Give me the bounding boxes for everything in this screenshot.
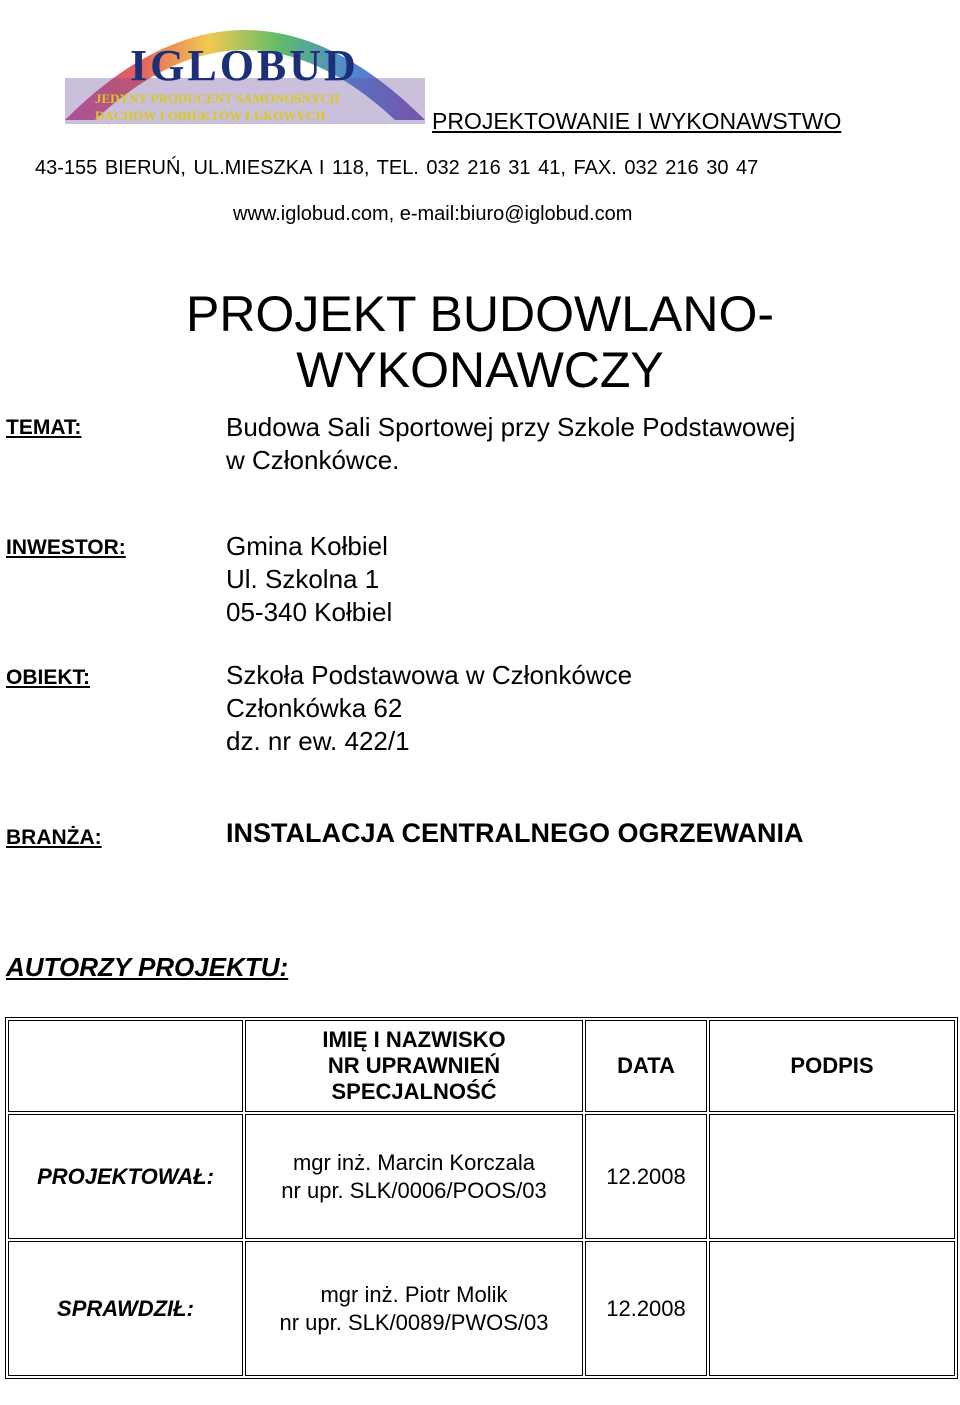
obiekt-label: OBIEKT: bbox=[6, 666, 90, 689]
header-date-cell: DATA bbox=[585, 1020, 707, 1112]
document-title-line-2: WYKONAWCZY bbox=[296, 342, 664, 398]
header-empty-cell bbox=[8, 1020, 243, 1112]
inwestor-line: Gmina Kołbiel bbox=[226, 531, 388, 561]
branza-value: INSTALACJA CENTRALNEGO OGRZEWANIA bbox=[226, 818, 804, 848]
date-cell: 12.2008 bbox=[585, 1241, 707, 1376]
logo-subtext-1: JEDYNY PRODUCENT SAMONOŚNYCH bbox=[95, 91, 340, 106]
person-cell bbox=[245, 1114, 583, 1239]
document-title bbox=[0, 286, 960, 398]
table-row bbox=[8, 1241, 955, 1376]
header-signature-cell: PODPIS bbox=[709, 1020, 955, 1112]
branza-label: BRANŻA: bbox=[6, 826, 102, 849]
role-cell: SPRAWDZIŁ: bbox=[8, 1241, 243, 1376]
temat-label: TEMAT: bbox=[6, 416, 82, 439]
temat-value bbox=[226, 411, 795, 477]
person-name: mgr inż. Piotr Molik bbox=[320, 1281, 508, 1307]
company-tagline: PROJEKTOWANIE I WYKONAWSTWO bbox=[432, 108, 842, 134]
role-cell: PROJEKTOWAŁ: bbox=[8, 1114, 243, 1239]
header-name-cell bbox=[245, 1020, 583, 1112]
obiekt-value bbox=[226, 659, 632, 758]
obiekt-line: Szkoła Podstawowa w Członkówce bbox=[226, 660, 633, 690]
header-license-line: NR UPRAWNIEŃ bbox=[327, 1053, 501, 1078]
inwestor-line: Ul. Szkolna 1 bbox=[226, 564, 380, 594]
inwestor-value bbox=[226, 530, 392, 629]
signature-cell bbox=[709, 1114, 955, 1239]
inwestor-line: 05-340 Kołbiel bbox=[226, 597, 393, 627]
inwestor-label: INWESTOR: bbox=[6, 536, 126, 559]
person-cell bbox=[245, 1241, 583, 1376]
temat-line: Budowa Sali Sportowej przy Szkole Podstawowej bbox=[226, 412, 796, 442]
table-row bbox=[8, 1114, 955, 1239]
header-specialty-line: SPECJALNOŚĆ bbox=[331, 1079, 497, 1104]
company-contact: 43-155 BIERUŃ, UL.MIESZKA I 118, TEL. 032 216 31 41, FAX. 032 216 30 47 bbox=[35, 157, 759, 179]
table-header-row bbox=[8, 1020, 955, 1112]
person-license: nr upr. SLK/0006/POOS/03 bbox=[281, 1177, 547, 1203]
person-name: mgr inż. Marcin Korczala bbox=[292, 1149, 536, 1175]
obiekt-line: Członkówka 62 bbox=[226, 693, 403, 723]
company-web-email: www.iglobud.com, e-mail:biuro@iglobud.com bbox=[233, 203, 633, 225]
company-logo bbox=[55, 0, 435, 130]
person-license: nr upr. SLK/0089/PWOS/03 bbox=[279, 1309, 549, 1335]
temat-line: w Członkówce. bbox=[226, 445, 400, 475]
authors-heading: AUTORZY PROJEKTU: bbox=[6, 952, 289, 982]
authors-table bbox=[5, 1017, 958, 1379]
logo-wordmark: IGLOBUD bbox=[130, 41, 359, 90]
logo-subtext-2: DACHÓW I OBIEKTÓW ŁUKOWYCH bbox=[95, 108, 326, 123]
signature-cell bbox=[709, 1241, 955, 1376]
header-name-line: IMIĘ I NAZWISKO bbox=[322, 1027, 506, 1052]
document-title-line-1: PROJEKT BUDOWLANO- bbox=[185, 286, 775, 342]
obiekt-line: dz. nr ew. 422/1 bbox=[226, 726, 410, 756]
date-cell: 12.2008 bbox=[585, 1114, 707, 1239]
